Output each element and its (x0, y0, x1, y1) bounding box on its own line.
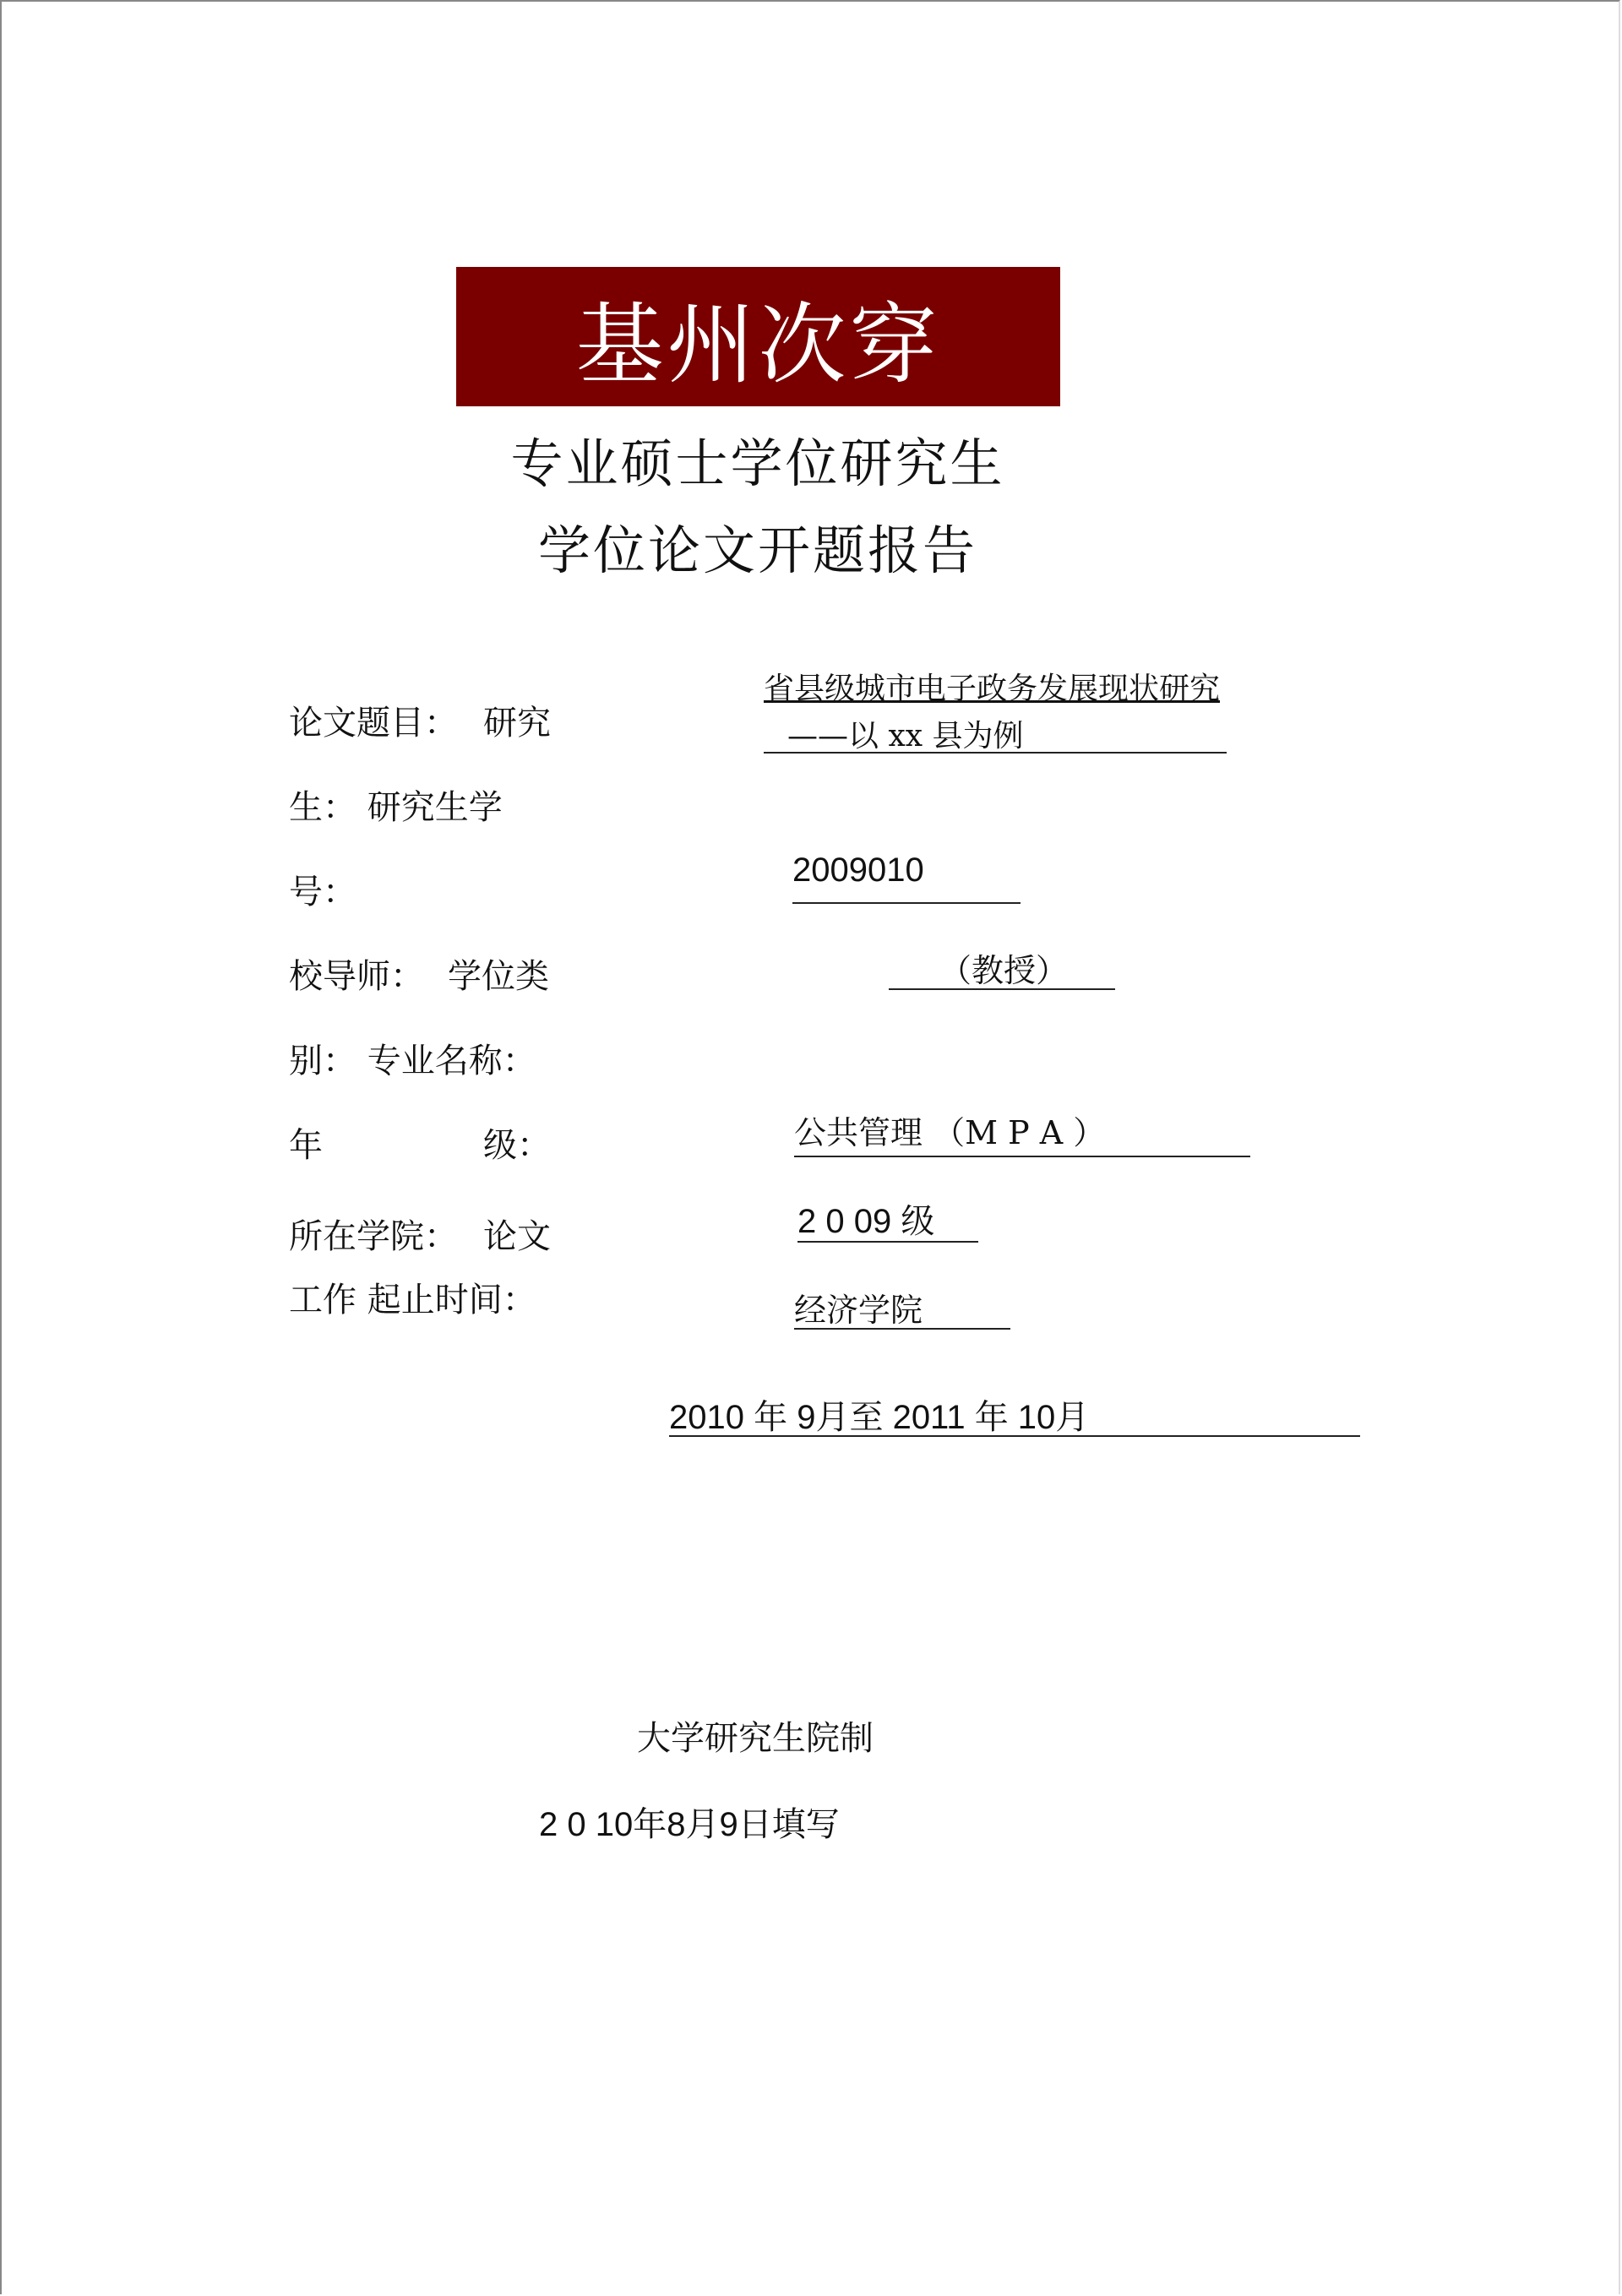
grade-value: 2 0 09 级 (797, 1203, 935, 1240)
major-value: 公共管理 （M P A ） (794, 1114, 1106, 1151)
label-researcher-part1: 研究 (483, 704, 551, 743)
period-value: 2010 年 9月至 2011 年 10月 (669, 1399, 1090, 1436)
label-period-part1: 论文 (483, 1217, 551, 1256)
label-college: 所在学院： (289, 1217, 458, 1256)
student-id-underline (792, 902, 1021, 904)
college-underline (794, 1328, 1010, 1330)
major-underline (794, 1156, 1250, 1157)
thesis-title-value-line-2: ——以 xx 县为例 (787, 719, 1024, 754)
report-title-line-1: 专业硕士学位研究生 (510, 433, 1005, 494)
grade-underline (797, 1241, 978, 1243)
label-degree-type-part1: 学位类 (448, 957, 549, 996)
label-grade-part2: 级： (483, 1126, 551, 1165)
label-grade-part1: 年 (289, 1126, 323, 1165)
banner-text: 基州次穿 (575, 292, 941, 396)
advisor-underline (889, 988, 1115, 990)
label-student-id: 号： (289, 873, 357, 911)
label-period-part2: 工作 起止时间： (289, 1281, 536, 1319)
report-title-line-2: 学位论文开题报告 (537, 520, 977, 581)
label-researcher-part2: 生： 研究生学 (289, 788, 503, 827)
issuer-text: 大学研究生院制 (637, 1719, 874, 1758)
student-id-value: 2009010 (792, 851, 924, 889)
college-value: 经济学院 (794, 1292, 923, 1329)
period-underline (669, 1435, 1360, 1437)
fill-date-text: 2 0 10年8月9日填写 (539, 1806, 840, 1843)
advisor-value: （教授） (939, 952, 1069, 989)
thesis-title-underline (764, 752, 1227, 754)
thesis-title-value-line-1: 省县级城市电子政务发展现状研究 (764, 672, 1221, 706)
label-degree-type-part2: 别： 专业名称： (289, 1042, 536, 1080)
label-advisor: 校导师： (289, 957, 424, 996)
university-name-banner (456, 267, 1060, 406)
label-thesis-title: 论文题目： (289, 704, 458, 743)
